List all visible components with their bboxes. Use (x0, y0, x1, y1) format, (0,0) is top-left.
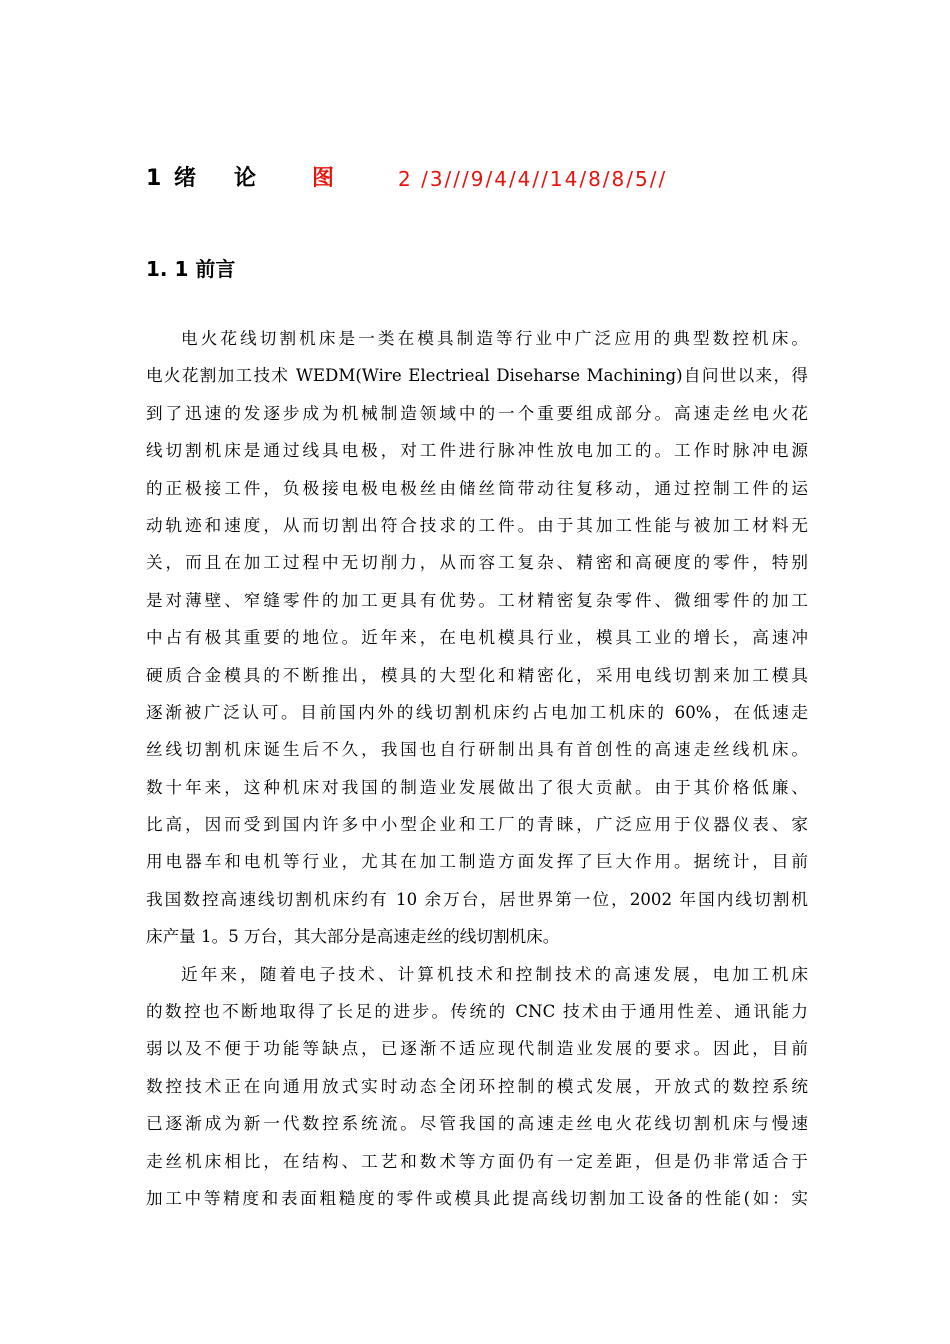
paragraph-1-line: 线切割机床是通过线具电极，对工件进行脉冲性放电加工的。工作时脉冲电源 (146, 441, 808, 461)
paragraph-1-line: 是对薄壁、窄缝零件的加工更具有优势。工材精密复杂零件、微细零件的加工 (146, 590, 808, 610)
paragraph-2-line: 近年来，随着电子技术、计算机技术和控制技术的高速发展，电加工机床 (181, 964, 808, 984)
paragraph-2-line: 弱以及不便于功能等缺点，已逐渐不适应现代制造业发展的要求。因此，目前 (146, 1039, 808, 1059)
paragraph-2-line: 数控技术正在向通用放式实时动态全闭环控制的模式发展，开放式的数控系统 (146, 1076, 808, 1096)
paragraph-1-line: 我国数控高速线切割机床约有 10 余万台，居世界第一位，2002 年国内线切割机 (146, 889, 808, 909)
section-heading: 1. 1 前言 (146, 257, 236, 281)
figure-label: 图 (312, 166, 335, 191)
paragraph-2-line: 的数控也不断地取得了长足的进步。传统的 CNC 技术由于通用性差、通讯能力 (146, 1002, 808, 1022)
paragraph-1-line: 床产量 1。5 万台，其大部分是高速走丝的线切割机床。 (146, 927, 560, 947)
paragraph-1-line: 硬质合金模具的不断推出，模具的大型化和精密化，采用电线切割来加工模具 (146, 665, 808, 685)
chapter-number: 1 (146, 166, 162, 191)
paragraph-1-line: 关，而且在加工过程中无切削力，从而容工复杂、精密和高硬度的零件，特别 (146, 553, 808, 573)
paragraph-1-line: 数十年来，这种机床对我国的制造业发展做出了很大贡献。由于其价格低廉、 (146, 777, 808, 797)
paragraph-2-line: 加工中等精度和表面粗糙度的零件或模具此提高线切割加工设备的性能(如：实 (146, 1188, 808, 1208)
paragraph-1-line: 比高，因而受到国内许多中小型企业和工厂的青睐，广泛应用于仪器仪表、家 (146, 815, 808, 835)
paragraph-1-line: 用电器车和电机等行业，尤其在加工制造方面发挥了巨大作用。据统计，目前 (146, 852, 808, 872)
paragraph-1-line: 到了迅速的发逐步成为机械制造领域中的一个重要组成部分。高速走丝电火花 (146, 403, 808, 423)
chapter-heading (146, 162, 766, 196)
paragraph-1-line: 中占有极其重要的地位。近年来，在电机模具行业，模具工业的增长，高速冲 (146, 628, 808, 648)
chapter-title-word-2: 论 (234, 166, 257, 191)
paragraph-1-line: 丝线切割机床诞生后不久，我国也自行研制出具有首创性的高速走丝线机床。 (146, 740, 808, 760)
paragraph-1-line: 电火花割加工技术 WEDM(Wire Electrieal Diseharse Machining)自问世以来，得 (146, 366, 808, 386)
paragraph-2-line: 走丝机床相比，在结构、工艺和数术等方面仍有一定差距，但是仍非常适合于 (146, 1151, 808, 1171)
paragraph-1-line: 电火花线切割机床是一类在模具制造等行业中广泛应用的典型数控机床。 (181, 329, 808, 348)
chapter-title-word-1: 绪 (174, 166, 197, 191)
paragraph-1-line: 的正极接工件，负极接电极电极丝由储丝筒带动往复移动，通过控制工件的运 (146, 478, 808, 498)
paragraph-1-line: 动轨迹和速度，从而切割出符合技求的工件。由于其加工性能与被加工材料无 (146, 515, 808, 535)
paragraph-1-line: 逐渐被广泛认可。目前国内外的线切割机床约占电加工机床的 60%，在低速走 (146, 702, 808, 722)
figure-code: 2 /3///9/4/4//14/8/8/5// (398, 167, 668, 191)
body-text (146, 320, 808, 1217)
paragraph-2-line: 已逐渐成为新一代数控系统流。尽管我国的高速走丝电火花线切割机床与慢速 (146, 1114, 808, 1134)
